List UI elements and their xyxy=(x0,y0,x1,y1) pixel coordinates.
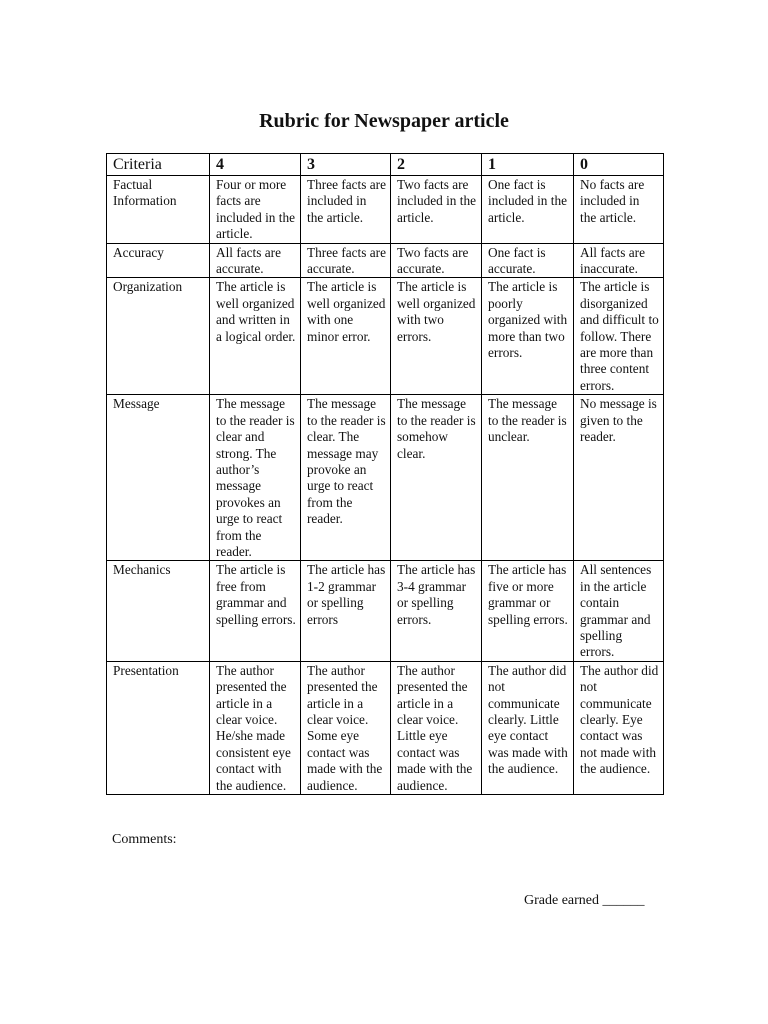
comments-label: Comments: xyxy=(112,832,177,847)
table-cell: The article is disorganized and difficult to follow. There are more than three content errors. xyxy=(574,278,664,395)
table-row-message xyxy=(107,395,664,561)
table-cell: Two facts are included in the article. xyxy=(391,176,482,244)
grade-earned-label: Grade earned ______ xyxy=(524,893,645,908)
table-cell: Three facts are accurate. xyxy=(301,243,391,278)
table-cell: All sentences in the article contain grammar and spelling errors. xyxy=(574,561,664,661)
table-row-organization xyxy=(107,278,664,395)
page-title: Rubric for Newspaper article xyxy=(259,110,509,132)
table-cell: All facts are inaccurate. xyxy=(574,243,664,278)
criterion-label: Presentation xyxy=(107,661,210,794)
table-cell: The message to the reader is unclear. xyxy=(482,395,574,561)
header-score-3: 3 xyxy=(301,154,391,176)
table-cell: The article is poorly organized with more than two errors. xyxy=(482,278,574,395)
table-cell: The article has 3-4 grammar or spelling errors. xyxy=(391,561,482,661)
table-cell: Three facts are included in the article. xyxy=(301,176,391,244)
header-criteria: Criteria xyxy=(107,154,210,176)
criterion-label: Accuracy xyxy=(107,243,210,278)
table-cell: The article is free from grammar and spelling errors. xyxy=(210,561,301,661)
table-cell: The message to the reader is clear and strong. The author’s message provokes an urge to react from the reader. xyxy=(210,395,301,561)
table-cell: All facts are accurate. xyxy=(210,243,301,278)
table-cell: The article has 1-2 grammar or spelling errors xyxy=(301,561,391,661)
table-cell: The author presented the article in a clear voice. Little eye contact was made with the audience. xyxy=(391,661,482,794)
table-row-factual-information xyxy=(107,176,664,244)
table-cell: The author presented the article in a clear voice. He/she made consistent eye contact with the audience. xyxy=(210,661,301,794)
table-cell: The message to the reader is clear. The message may provoke an urge to react from the reader. xyxy=(301,395,391,561)
header-score-2: 2 xyxy=(391,154,482,176)
table-row-accuracy xyxy=(107,243,664,278)
header-score-1: 1 xyxy=(482,154,574,176)
table-cell: One fact is accurate. xyxy=(482,243,574,278)
table-cell: The article is well organized and written in a logical order. xyxy=(210,278,301,395)
rubric-table xyxy=(106,153,664,795)
table-cell: Two facts are accurate. xyxy=(391,243,482,278)
table-cell: No facts are included in the article. xyxy=(574,176,664,244)
table-cell: Four or more facts are included in the article. xyxy=(210,176,301,244)
table-row-mechanics xyxy=(107,561,664,661)
table-cell: The article is well organized with two errors. xyxy=(391,278,482,395)
table-cell: No message is given to the reader. xyxy=(574,395,664,561)
table-cell: The article is well organized with one minor error. xyxy=(301,278,391,395)
criterion-label: Message xyxy=(107,395,210,561)
header-score-4: 4 xyxy=(210,154,301,176)
criterion-label: Factual Information xyxy=(107,176,210,244)
criterion-label: Mechanics xyxy=(107,561,210,661)
table-cell: One fact is included in the article. xyxy=(482,176,574,244)
table-cell: The message to the reader is somehow clear. xyxy=(391,395,482,561)
table-cell: The author presented the article in a clear voice. Some eye contact was made with the audience. xyxy=(301,661,391,794)
criterion-label: Organization xyxy=(107,278,210,395)
table-cell: The author did not communicate clearly. Eye contact was not made with the audience. xyxy=(574,661,664,794)
header-row xyxy=(107,154,664,176)
table-cell: The article has five or more grammar or spelling errors. xyxy=(482,561,574,661)
table-cell: The author did not communicate clearly. Little eye contact was made with the audience. xyxy=(482,661,574,794)
table-row-presentation xyxy=(107,661,664,794)
header-score-0: 0 xyxy=(574,154,664,176)
